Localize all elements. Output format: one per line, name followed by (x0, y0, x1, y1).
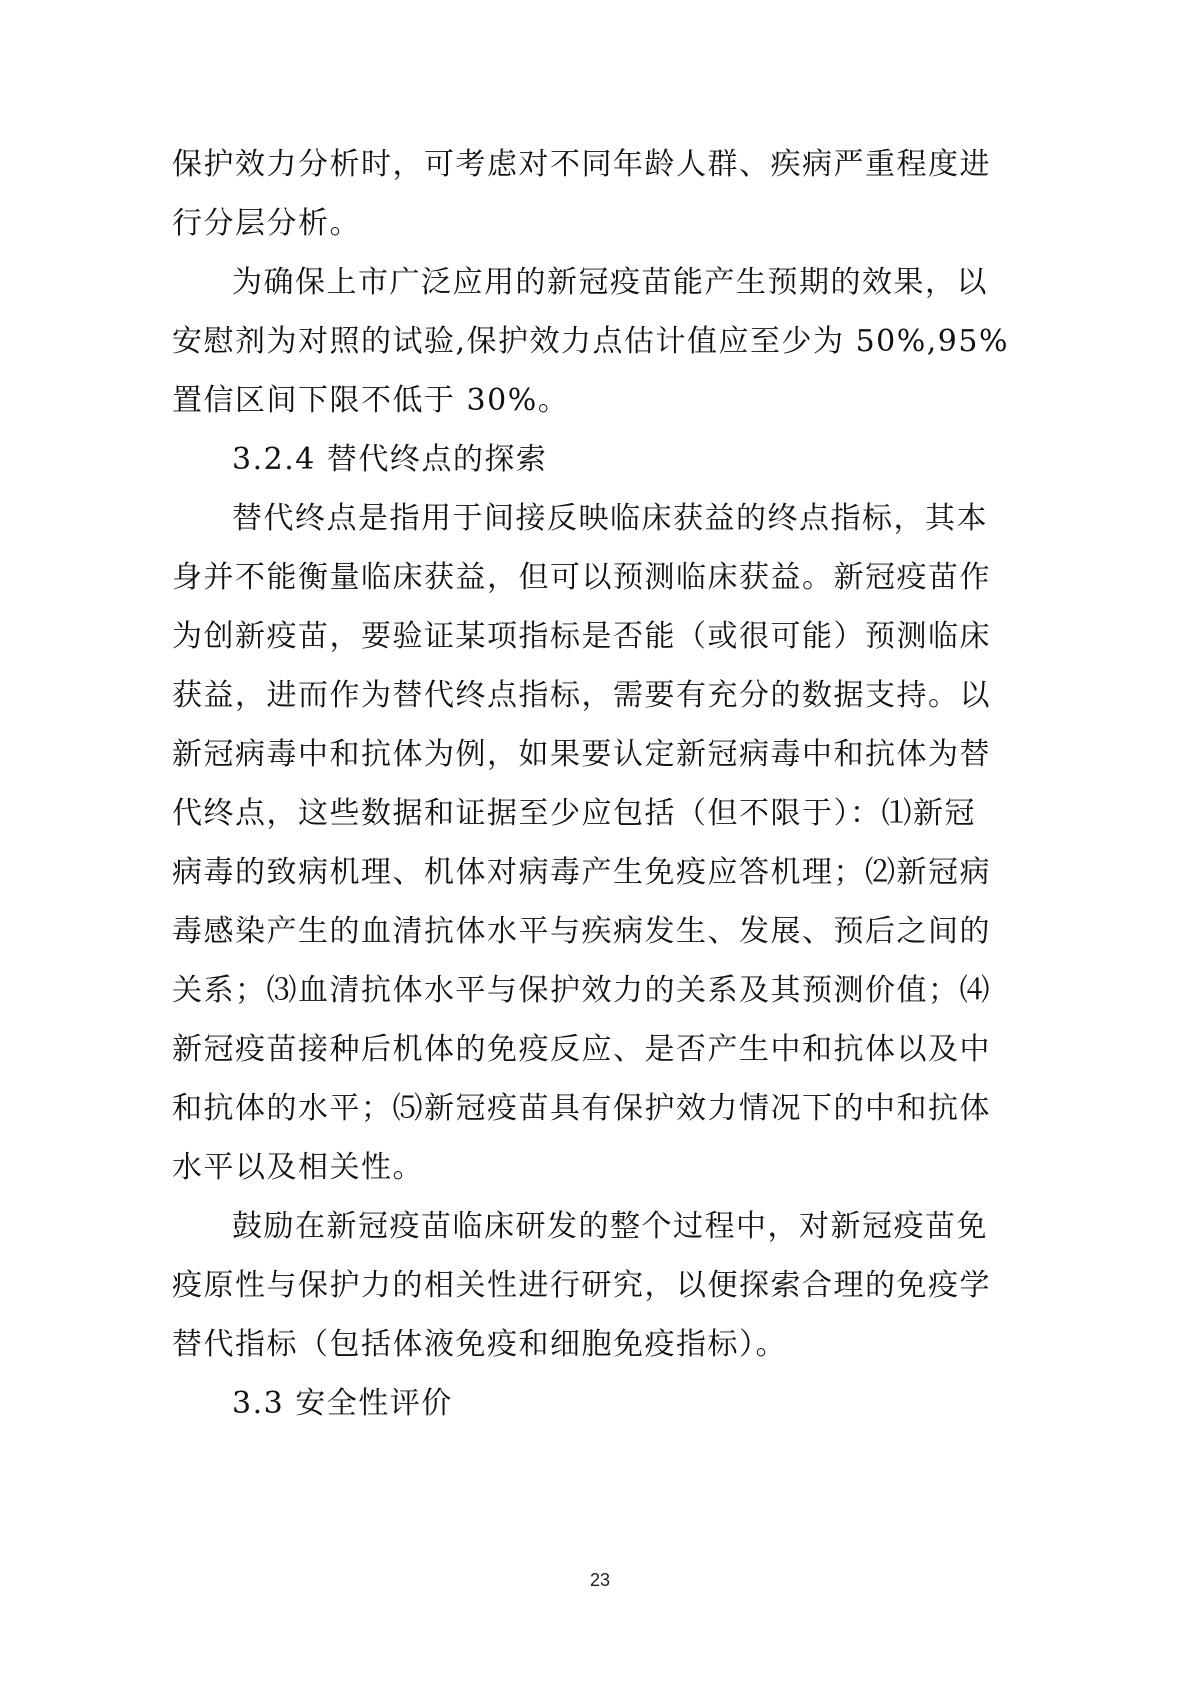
text-line (0, 1020, 1200, 1080)
text-line (0, 371, 1200, 431)
paragraph-text: 鼓励在新冠疫苗临床研发的整个过程中，对新冠疫苗免 (232, 1209, 988, 1244)
text-line (0, 1374, 1200, 1434)
paragraph-text: 毒感染产生的血清抗体水平与疾病发生、发展、预后之间的 (172, 914, 991, 949)
paragraph-text: 获益，进而作为替代终点指标，需要有充分的数据支持。以 (172, 678, 991, 713)
section-heading: 3.2.4 替代终点的探索 (232, 442, 548, 477)
text-line (0, 312, 1200, 372)
paragraph-text: 身并不能衡量临床获益，但可以预测临床获益。新冠疫苗作 (172, 560, 991, 595)
text-line (0, 1197, 1200, 1257)
paragraph-text: 病毒的致病机理、机体对病毒产生免疫应答机理；⑵新冠病 (172, 855, 991, 890)
text-line (0, 607, 1200, 667)
text-line (0, 666, 1200, 726)
text-line (0, 194, 1200, 254)
text-line (0, 725, 1200, 785)
text-line (0, 253, 1200, 313)
paragraph-text: 替代终点是指用于间接反映临床获益的终点指标，其本 (232, 501, 988, 536)
paragraph-text: 新冠疫苗接种后机体的免疫反应、是否产生中和抗体以及中 (172, 1032, 991, 1067)
text-line (0, 961, 1200, 1021)
paragraph-text: 代终点，这些数据和证据至少应包括（但不限于）：⑴新冠 (172, 796, 976, 831)
section-heading: 3.3 安全性评价 (232, 1386, 453, 1421)
text-line (0, 135, 1200, 195)
text-line (0, 1256, 1200, 1316)
paragraph-text: 关系；⑶血清抗体水平与保护效力的关系及其预测价值；⑷ (172, 973, 991, 1008)
paragraph-text: 和抗体的水平；⑸新冠疫苗具有保护效力情况下的中和抗体 (172, 1091, 991, 1126)
paragraph-text: 水平以及相关性。 (172, 1150, 424, 1185)
text-line (0, 902, 1200, 962)
text-line (0, 489, 1200, 549)
paragraph-text: 安慰剂为对照的试验,保护效力点估计值应至少为 50%,95% (172, 324, 1009, 359)
text-line (0, 548, 1200, 608)
text-line (0, 1138, 1200, 1198)
paragraph-text: 行分层分析。 (172, 206, 361, 241)
paragraph-text: 疫原性与保护力的相关性进行研究，以便探索合理的免疫学 (172, 1268, 991, 1303)
paragraph-text: 置信区间下限不低于 30%。 (172, 383, 570, 418)
paragraph-text: 保护效力分析时，可考虑对不同年龄人群、疾病严重程度进 (172, 147, 991, 182)
text-line (0, 1079, 1200, 1139)
paragraph-text: 新冠病毒中和抗体为例，如果要认定新冠病毒中和抗体为替 (172, 737, 991, 772)
text-line (0, 430, 1200, 490)
paragraph-text: 为确保上市广泛应用的新冠疫苗能产生预期的效果，以 (232, 265, 988, 300)
paragraph-text: 为创新疫苗，要验证某项指标是否能（或很可能）预测临床 (172, 619, 991, 654)
text-line (0, 1315, 1200, 1375)
paragraph-text: 替代指标（包括体液免疫和细胞免疫指标）。 (172, 1327, 787, 1362)
text-line (0, 784, 1200, 844)
text-line (0, 843, 1200, 903)
page-number: 23 (589, 1570, 611, 1590)
